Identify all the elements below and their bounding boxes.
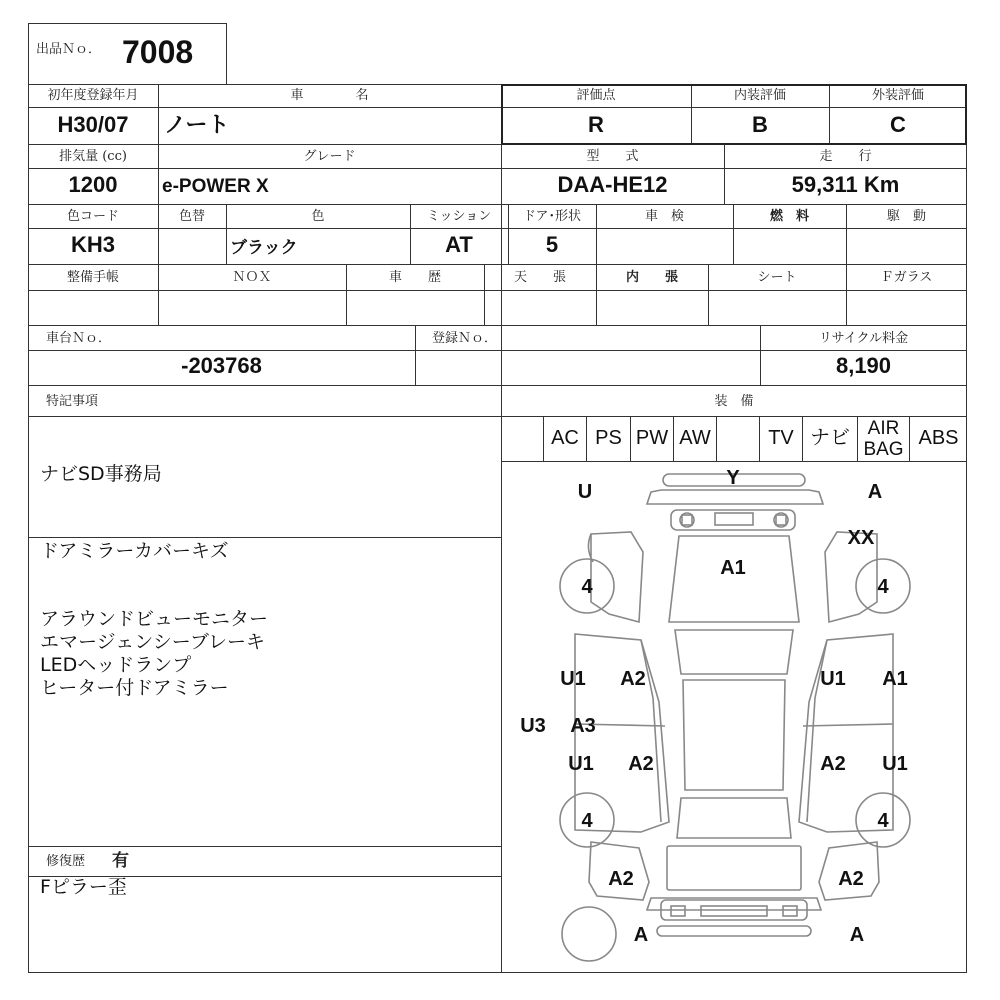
mark-tire-front-right: 4 — [877, 576, 889, 598]
transmission-label: ミッション — [426, 209, 492, 224]
equipment-navi: ナビ — [810, 427, 850, 449]
equipment-airbag: AIR BAG — [863, 418, 904, 460]
mark-right-rear-door-2: U1 — [882, 753, 908, 775]
roof-lining-label: 天 張 — [513, 270, 566, 285]
score-label: 評価点 — [576, 88, 616, 103]
notes-line-2: ドアミラーカバーキズ — [40, 540, 229, 562]
exterior-grade-value: C — [890, 112, 906, 137]
recycle-fee-label: リサイクル料金 — [818, 331, 909, 346]
car-damage-diagram — [501, 462, 967, 973]
model-value: DAA-HE12 — [557, 172, 668, 197]
mark-left-front-door: A2 — [620, 668, 646, 690]
equipment-aw: AW — [679, 427, 711, 449]
lot-label: 出品Ｎｏ． — [36, 42, 102, 57]
equipment-ps: PS — [595, 427, 622, 449]
equipment-tv: TV — [768, 427, 794, 449]
chassis-number-value: -203768 — [181, 353, 262, 378]
vehicle-history-label: 車 歴 — [388, 270, 441, 285]
mark-left-fender: U1 — [560, 668, 586, 690]
repair-history-value: 有 — [112, 851, 129, 871]
mark-rear-right: A — [849, 924, 865, 946]
mark-tire-rear-left: 4 — [581, 810, 593, 832]
first-registration-label: 初年度登録年月 — [47, 88, 139, 103]
score-value: R — [588, 112, 604, 137]
interior-trim-label: 内 張 — [625, 270, 678, 285]
mark-front-left: U — [577, 481, 593, 503]
color-value: ブラック — [230, 238, 298, 257]
equipment-label: 装 備 — [714, 394, 754, 409]
grade-label: グレード — [303, 149, 356, 164]
notes-line-6: LEDヘッドランプ — [40, 654, 192, 676]
equipment-abs: ABS — [918, 427, 959, 449]
mileage-value: 59,311 Km — [791, 172, 900, 197]
maintenance-book-label: 整備手帳 — [66, 270, 119, 285]
front-glass-label: Ｆガラス — [880, 270, 933, 285]
grade-value: e-POWER X — [162, 176, 269, 197]
registration-number-label: 登録Ｎｏ． — [432, 331, 498, 346]
nox-label: ＮＯＸ — [232, 270, 272, 285]
interior-grade-value: B — [752, 112, 768, 137]
fuel-label: 燃 料 — [769, 209, 809, 224]
inspection-label: 車 検 — [644, 209, 684, 224]
repaint-label: 色替 — [178, 209, 205, 224]
mark-hood: A1 — [720, 557, 746, 579]
chassis-number-label: 車台Ｎｏ． — [46, 331, 112, 346]
mark-front-bumper: Y — [726, 467, 740, 489]
mark-right-fender: U1 — [820, 668, 846, 690]
recycle-fee-value: 8,190 — [835, 353, 892, 378]
mark-right-rear-door: A2 — [820, 753, 846, 775]
drive-label: 駆 動 — [886, 209, 926, 224]
mark-right-front-door: A1 — [882, 668, 908, 690]
mark-left-rear-door-2: A2 — [628, 753, 654, 775]
mark-front-right: A — [867, 481, 883, 503]
notes-line-4: アラウンドビューモニター — [40, 608, 269, 630]
color-code-label: 色コード — [66, 209, 119, 224]
mark-left-quarter: A2 — [608, 868, 634, 890]
car-name-label: 車 名 — [290, 88, 369, 103]
notes-line-1: ナビSD事務局 — [40, 463, 162, 485]
mark-left-sill: U3 — [520, 715, 546, 737]
displacement-label: 排気量 (cc) — [59, 149, 127, 164]
mark-tire-rear-right: 4 — [877, 810, 889, 832]
mark-right-fender-top: XX — [847, 527, 875, 549]
doors-value: 5 — [545, 232, 559, 257]
seat-label: シート — [757, 270, 797, 285]
notes-label: 特記事項 — [46, 394, 99, 409]
doors-label: ドア･形状 — [522, 209, 582, 224]
repair-history-label: 修復歴 — [46, 854, 86, 869]
color-label: 色 — [311, 209, 325, 224]
mileage-label: 走 行 — [819, 149, 872, 164]
mark-right-quarter: A2 — [838, 868, 864, 890]
car-name-value: ノート — [164, 112, 230, 137]
interior-grade-label: 内装評価 — [733, 88, 786, 103]
equipment-pw: PW — [635, 427, 669, 449]
mark-rear-left: A — [633, 924, 649, 946]
mark-tire-front-left: 4 — [581, 576, 593, 598]
damage-marks — [520, 467, 908, 946]
notes-line-5: エマージェンシーブレーキ — [40, 631, 266, 653]
repair-note: Fピラー歪 — [40, 876, 127, 898]
mark-left-pillar: A3 — [570, 715, 596, 737]
exterior-grade-label: 外装評価 — [871, 88, 924, 103]
displacement-value: 1200 — [68, 172, 118, 197]
transmission-value: AT — [445, 232, 473, 257]
notes-line-7: ヒーター付ドアミラー — [40, 677, 229, 699]
first-registration-value: H30/07 — [57, 112, 129, 137]
model-label: 型 式 — [586, 149, 639, 164]
lot-number: 7008 — [122, 34, 194, 70]
equipment-ac: AC — [551, 427, 579, 449]
mark-left-rear-door: U1 — [568, 753, 594, 775]
color-code-value: KH3 — [70, 232, 115, 257]
